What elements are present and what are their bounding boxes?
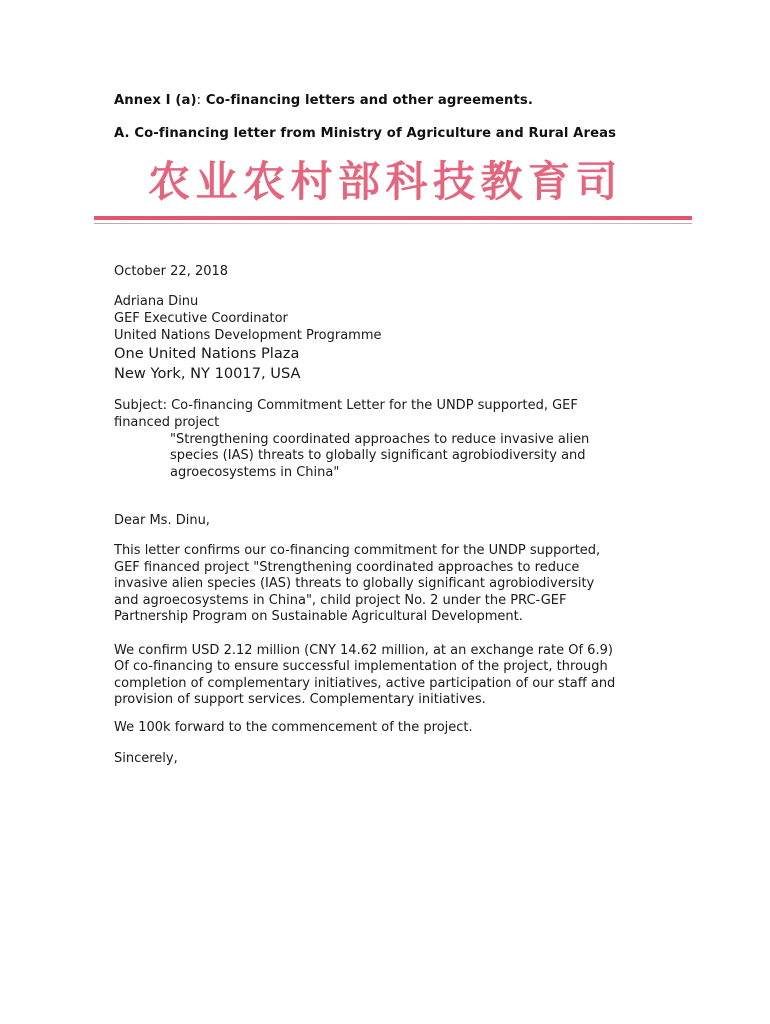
closing: Sincerely, <box>114 751 178 766</box>
paragraph-line: We confirm USD 2.12 million (CNY 14.62 million, at an exchange rate Of 6.9) <box>114 643 613 658</box>
annex-title-suffix: Co-financing letters and other agreements. <box>201 93 533 108</box>
recipient-street: One United Nations Plaza <box>114 345 300 362</box>
project-title-line: agroecosystems in China" <box>170 465 340 480</box>
section-title: A. Co-financing letter from Ministry of Agriculture and Rural Areas <box>114 126 617 141</box>
subject-line: Subject: Co-financing Commitment Letter for the UNDP supported, GEF <box>114 398 578 413</box>
paragraph-line: and agroecosystems in China", child project No. 2 under the PRC-GEF <box>114 593 567 608</box>
recipient-city: New York, NY 10017, USA <box>114 365 301 382</box>
recipient-title: GEF Executive Coordinator <box>114 311 288 326</box>
letterhead-rule-thick <box>94 216 692 220</box>
annex-title-prefix: Annex I (a) <box>114 93 197 108</box>
letterhead-title: 农业农村部科技教育司 <box>148 157 624 206</box>
letterhead-rule-thin <box>94 223 692 224</box>
annex-title <box>114 93 533 108</box>
paragraph-line: invasive alien species (IAS) threats to globally significant agrobiodiversity <box>114 576 595 591</box>
letter-date: October 22, 2018 <box>114 264 229 279</box>
paragraph-line: provision of support services. Complementary initiatives. <box>114 692 486 707</box>
paragraph-line: This letter confirms our co-financing commitment for the UNDP supported, <box>114 543 601 558</box>
paragraph-line: GEF financed project "Strengthening coordinated approaches to reduce <box>114 560 580 575</box>
project-title-line: "Strengthening coordinated approaches to reduce invasive alien <box>170 432 590 447</box>
recipient-organization: United Nations Development Programme <box>114 328 382 343</box>
salutation: Dear Ms. Dinu, <box>114 513 210 528</box>
paragraph-line: Of co-financing to ensure successful implementation of the project, through <box>114 659 608 674</box>
paragraph-line: completion of complementary initiatives, active participation of our staff and <box>114 676 616 691</box>
paragraph-forward: We 100k forward to the commencement of the project. <box>114 720 473 735</box>
project-title-line: species (IAS) threats to globally significant agrobiodiversity and <box>170 448 586 463</box>
paragraph-line: Partnership Program on Sustainable Agricultural Development. <box>114 609 523 624</box>
subject-line: financed project <box>114 415 220 430</box>
ministry-letterhead <box>94 156 692 228</box>
recipient-name: Adriana Dinu <box>114 294 199 309</box>
annex-title-colon: : <box>196 93 202 108</box>
